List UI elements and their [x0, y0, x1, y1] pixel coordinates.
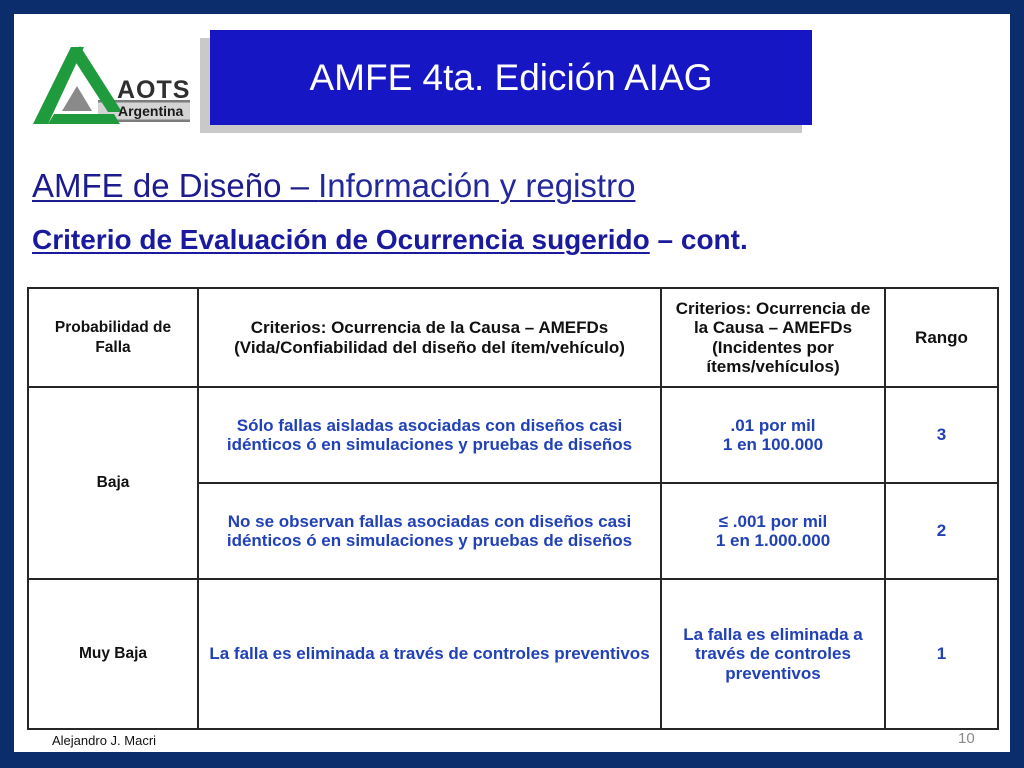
aots-logo [30, 40, 195, 132]
cell-line: La falla es eliminada a través de controles preventivos [209, 644, 650, 664]
rank-value: 1 [936, 644, 947, 664]
title-banner [210, 30, 812, 125]
header-cell-criteria-life [198, 288, 661, 387]
header-line: (Vida/Confiabilidad del diseño del ítem/vehículo) [234, 337, 625, 357]
table-row [28, 579, 998, 729]
section-heading [32, 167, 635, 205]
slide-title: AMFE 4ta. Edición AIAG [309, 56, 713, 98]
cell-line: 1 en 100.000 [722, 435, 824, 454]
rank-value: 3 [936, 425, 947, 445]
header-cell-probability [28, 288, 198, 387]
header-line: Criterios: Ocurrencia de la Causa – AMEFDs [250, 318, 609, 337]
cell-line: través de controles [695, 644, 851, 664]
footer-author: Alejandro J. Macri [52, 733, 157, 748]
cell-line: No se observan fallas asociadas con diseños casi [227, 511, 632, 531]
rank-cell [885, 387, 998, 483]
header-cell-criteria-incidents [661, 288, 885, 387]
header-line: (Incidentes por [712, 337, 834, 357]
header-cell-rank [885, 288, 998, 387]
header-line: Rango [915, 327, 968, 347]
rank-cell [885, 579, 998, 729]
heading-main: AMFE de Diseño – [32, 167, 309, 204]
header-line: Criterios: Ocurrencia de [675, 298, 871, 318]
cell-line: La falla es eliminada a [683, 624, 863, 644]
cell-line: Sólo fallas aisladas asociadas con diseños casi [236, 415, 623, 435]
heading-sub: Información y registro [318, 167, 636, 204]
cell-line: ≤ .001 por mil [718, 511, 828, 531]
cell-line: 1 en 1.000.000 [715, 531, 831, 550]
cell-line: .01 por mil [730, 415, 816, 435]
probability-cell [28, 387, 198, 579]
criteria-life-cell [198, 483, 661, 579]
cell-line: idénticos ó en simulaciones y pruebas de diseños [226, 531, 633, 550]
section-subheading [32, 223, 748, 257]
subheading-suffix: – cont. [657, 224, 748, 255]
rank-cell [885, 483, 998, 579]
table-header-row [28, 288, 998, 387]
criteria-incidents-cell [661, 483, 885, 579]
probability-label: Muy Baja [78, 645, 148, 663]
header-line: Falla [95, 338, 131, 356]
cell-line: idénticos ó en simulaciones y pruebas de diseños [226, 435, 633, 454]
table-row [28, 387, 998, 483]
cell-line: preventivos [725, 663, 821, 683]
occurrence-criteria-table [27, 287, 999, 730]
criteria-life-cell [198, 579, 661, 729]
header-line: la Causa – AMEFDs [693, 318, 853, 337]
logo-name: AOTS [117, 76, 191, 104]
subheading-text: Criterio de Evaluación de Ocurrencia sugerido [32, 224, 650, 255]
logo-subtitle: Argentina [118, 103, 184, 119]
page-number: 10 [958, 730, 975, 747]
criteria-incidents-cell [661, 579, 885, 729]
probability-cell [28, 579, 198, 729]
probability-label: Baja [96, 474, 130, 492]
header-line: Probabilidad de [54, 319, 172, 336]
rank-value: 2 [936, 521, 947, 541]
criteria-life-cell [198, 387, 661, 483]
header-line: ítems/vehículos) [706, 357, 840, 376]
criteria-incidents-cell [661, 387, 885, 483]
